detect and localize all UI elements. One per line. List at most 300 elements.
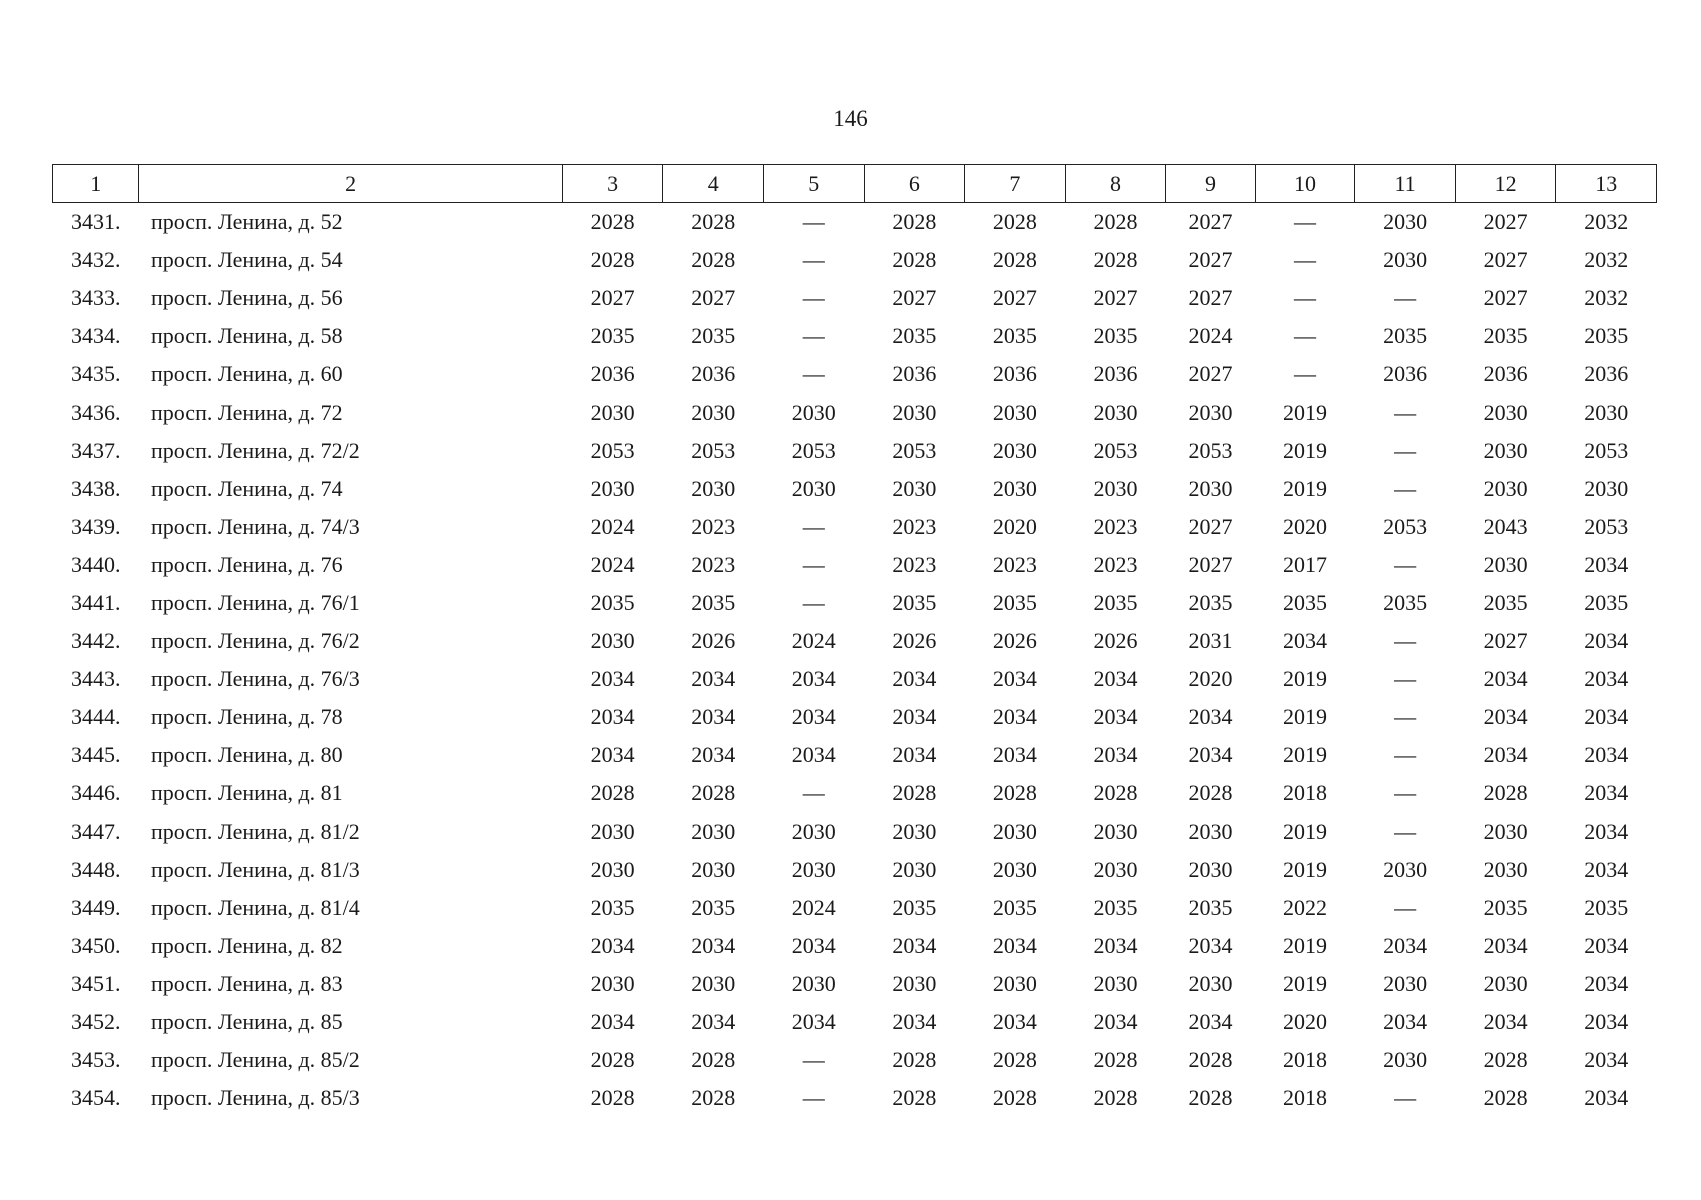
year-cell: 2035 (691, 323, 736, 349)
year-cell: — (1294, 209, 1316, 235)
year-cell: 2034 (1584, 818, 1629, 844)
table-row (53, 813, 1657, 851)
year-cell: 2028 (1483, 1047, 1528, 1073)
year-cell: — (1394, 894, 1417, 920)
year-cell: 2027 (1483, 628, 1528, 654)
table-row (53, 470, 1657, 508)
year-cell: 2030 (1383, 209, 1428, 235)
year-cell: 2028 (992, 247, 1037, 273)
year-cell: 2028 (1093, 1085, 1138, 1111)
year-cell: — (1394, 628, 1417, 654)
year-cell: 2028 (1093, 780, 1138, 806)
year-cell: 2035 (590, 894, 635, 920)
year-cell: — (802, 551, 825, 577)
year-cell: 2034 (1283, 628, 1327, 654)
address-cell: просп. Ленина, д. 54 (150, 247, 343, 273)
year-cell: 2032 (1584, 247, 1629, 273)
year-cell: 2034 (1584, 1085, 1629, 1111)
year-cell: 2028 (1483, 1085, 1528, 1111)
year-cell: 2030 (992, 970, 1037, 996)
year-cell: — (802, 513, 825, 539)
table-row (53, 1003, 1657, 1041)
column-header: 10 (1255, 165, 1355, 203)
year-cell: 2034 (1584, 932, 1629, 958)
year-cell: 2030 (590, 818, 635, 844)
year-cell: 2053 (791, 437, 836, 463)
year-cell: 2034 (590, 666, 635, 692)
year-cell: 2028 (1188, 1085, 1233, 1111)
year-cell: 2028 (1093, 247, 1138, 273)
year-cell: 2036 (691, 361, 736, 387)
year-cell: 2023 (892, 551, 937, 577)
year-cell: 2030 (590, 970, 635, 996)
year-cell: 2035 (1584, 894, 1629, 920)
column-header: 8 (1065, 165, 1166, 203)
row-number: 3440. (70, 551, 121, 577)
year-cell: 2035 (1188, 894, 1233, 920)
address-cell: просп. Ленина, д. 76/3 (150, 666, 360, 692)
year-cell: 2028 (1483, 780, 1528, 806)
row-number: 3443. (70, 666, 121, 692)
year-cell: 2030 (892, 818, 937, 844)
year-cell: 2023 (691, 551, 736, 577)
year-cell: 2018 (1283, 780, 1327, 806)
year-cell: 2034 (992, 932, 1037, 958)
year-cell: — (1394, 475, 1417, 501)
year-cell: 2034 (1584, 780, 1629, 806)
year-cell: 2018 (1283, 1047, 1327, 1073)
year-cell: 2030 (1584, 399, 1629, 425)
year-cell: 2034 (1483, 742, 1528, 768)
year-cell: 2019 (1283, 399, 1327, 425)
table-row (53, 851, 1657, 889)
year-cell: 2034 (1383, 1009, 1428, 1035)
year-cell: 2035 (1188, 589, 1233, 615)
year-cell: 2028 (892, 247, 937, 273)
year-cell: 2028 (992, 209, 1037, 235)
year-cell: 2030 (590, 628, 635, 654)
table-row (53, 393, 1657, 431)
year-cell: 2030 (992, 818, 1037, 844)
table-row (53, 1041, 1657, 1079)
row-number: 3435. (70, 361, 121, 387)
year-cell: — (802, 247, 825, 273)
year-cell: 2034 (590, 1009, 635, 1035)
year-cell: 2034 (992, 1009, 1037, 1035)
year-cell: 2024 (791, 894, 836, 920)
address-cell: просп. Ленина, д. 72 (150, 399, 343, 425)
year-cell: 2023 (691, 513, 736, 539)
year-cell: 2043 (1483, 513, 1528, 539)
year-cell: 2030 (791, 399, 836, 425)
row-number: 3431. (70, 209, 121, 235)
column-header: 13 (1556, 165, 1657, 203)
year-cell: 2028 (691, 780, 736, 806)
year-cell: 2030 (892, 399, 937, 425)
year-cell: 2034 (691, 1009, 736, 1035)
year-cell: 2030 (892, 475, 937, 501)
year-cell: 2028 (590, 780, 635, 806)
year-cell: 2035 (992, 323, 1037, 349)
year-cell: 2019 (1283, 932, 1327, 958)
row-number: 3449. (70, 894, 121, 920)
year-cell: 2034 (791, 742, 836, 768)
year-cell: 2035 (1283, 589, 1327, 615)
year-cell: — (802, 209, 825, 235)
year-cell: 2019 (1283, 666, 1327, 692)
year-cell: 2030 (1093, 399, 1138, 425)
table-row (53, 279, 1657, 317)
year-cell: 2028 (992, 780, 1037, 806)
year-cell: 2028 (892, 209, 937, 235)
year-cell: 2030 (1483, 399, 1528, 425)
year-cell: 2034 (992, 742, 1037, 768)
year-cell: 2034 (791, 1009, 836, 1035)
year-cell: 2027 (1188, 513, 1233, 539)
year-cell: 2028 (691, 1047, 736, 1073)
year-cell: — (802, 1085, 825, 1111)
year-cell: 2034 (1584, 856, 1629, 882)
year-cell: 2034 (691, 932, 736, 958)
year-cell: — (802, 1047, 825, 1073)
year-cell: 2053 (1383, 513, 1428, 539)
row-number: 3437. (70, 437, 121, 463)
year-cell: 2035 (892, 323, 937, 349)
column-header: 2 (139, 165, 562, 203)
year-cell: 2019 (1283, 437, 1327, 463)
year-cell: 2024 (590, 513, 635, 539)
year-cell: 2020 (1283, 1009, 1327, 1035)
year-cell: 2023 (992, 551, 1037, 577)
year-cell: — (802, 323, 825, 349)
year-cell: 2030 (1483, 818, 1528, 844)
year-cell: — (802, 780, 825, 806)
year-cell: 2053 (590, 437, 635, 463)
row-number: 3454. (70, 1085, 121, 1111)
address-cell: просп. Ленина, д. 81/2 (150, 818, 360, 844)
year-cell: 2034 (1584, 704, 1629, 730)
row-number: 3446. (70, 780, 121, 806)
column-header: 11 (1355, 165, 1456, 203)
year-cell: — (1294, 323, 1316, 349)
year-cell: 2030 (1383, 247, 1428, 273)
year-cell: 2023 (1093, 513, 1138, 539)
year-cell: 2030 (791, 856, 836, 882)
year-cell: 2028 (691, 209, 736, 235)
year-cell: 2034 (1188, 742, 1233, 768)
year-cell: 2030 (1188, 818, 1233, 844)
year-cell: 2034 (1093, 932, 1138, 958)
year-cell: 2034 (1584, 1009, 1629, 1035)
year-cell: 2027 (992, 285, 1037, 311)
row-number: 3444. (70, 704, 121, 730)
year-cell: 2030 (590, 399, 635, 425)
column-header: 12 (1455, 165, 1556, 203)
year-cell: 2053 (892, 437, 937, 463)
year-cell: 2034 (1093, 1009, 1138, 1035)
year-cell: 2020 (1188, 666, 1233, 692)
year-cell: 2030 (1093, 970, 1138, 996)
year-cell: 2034 (1483, 932, 1528, 958)
address-cell: просп. Ленина, д. 81 (150, 780, 343, 806)
year-cell: 2022 (1283, 894, 1327, 920)
year-cell: 2030 (691, 970, 736, 996)
year-cell: 2027 (691, 285, 736, 311)
year-cell: 2030 (1483, 856, 1528, 882)
year-cell: — (1394, 704, 1417, 730)
year-cell: 2034 (590, 704, 635, 730)
year-cell: 2028 (992, 1047, 1037, 1073)
year-cell: 2034 (691, 742, 736, 768)
year-cell: 2028 (892, 780, 937, 806)
address-cell: просп. Ленина, д. 52 (150, 209, 343, 235)
year-cell: 2036 (1383, 361, 1428, 387)
year-cell: 2035 (1483, 323, 1528, 349)
year-cell: 2028 (590, 1085, 635, 1111)
address-cell: просп. Ленина, д. 74 (150, 475, 343, 501)
year-cell: 2030 (892, 856, 937, 882)
year-cell: 2035 (1483, 894, 1528, 920)
year-cell: 2034 (1584, 551, 1629, 577)
column-header: 4 (663, 165, 764, 203)
year-cell: 2030 (791, 475, 836, 501)
row-number: 3453. (70, 1047, 121, 1073)
table-body (53, 203, 1657, 1118)
year-cell: 2027 (1188, 285, 1233, 311)
year-cell: 2024 (590, 551, 635, 577)
row-number: 3448. (70, 856, 121, 882)
year-cell: 2028 (1093, 1047, 1138, 1073)
year-cell: 2028 (590, 247, 635, 273)
year-cell: — (1394, 437, 1417, 463)
row-number: 3434. (70, 323, 121, 349)
year-cell: 2027 (1188, 361, 1233, 387)
table-row (53, 736, 1657, 774)
year-cell: 2019 (1283, 818, 1327, 844)
address-cell: просп. Ленина, д. 60 (150, 361, 343, 387)
year-cell: 2034 (791, 704, 836, 730)
table-header (53, 165, 1657, 203)
year-cell: 2030 (1188, 399, 1233, 425)
year-cell: 2030 (791, 818, 836, 844)
year-cell: 2030 (691, 818, 736, 844)
table-row (53, 698, 1657, 736)
housing-register-table (52, 164, 1657, 1117)
year-cell: 2035 (1093, 323, 1138, 349)
year-cell: 2035 (1093, 589, 1138, 615)
year-cell: 2030 (791, 970, 836, 996)
year-cell: 2035 (892, 894, 937, 920)
year-cell: 2034 (1093, 704, 1138, 730)
year-cell: 2034 (691, 704, 736, 730)
year-cell: 2027 (1188, 551, 1233, 577)
year-cell: — (802, 589, 825, 615)
row-number: 3451. (70, 970, 121, 996)
year-cell: 2036 (1483, 361, 1528, 387)
address-cell: просп. Ленина, д. 81/3 (150, 856, 360, 882)
column-header: 1 (53, 165, 139, 203)
year-cell: 2027 (590, 285, 635, 311)
year-cell: — (1394, 551, 1417, 577)
year-cell: 2030 (992, 437, 1037, 463)
year-cell: 2053 (1584, 437, 1629, 463)
year-cell: 2028 (1093, 209, 1138, 235)
table-row (53, 774, 1657, 812)
year-cell: 2034 (1093, 742, 1138, 768)
table-row (53, 432, 1657, 470)
year-cell: 2034 (1483, 666, 1528, 692)
year-cell: 2035 (691, 589, 736, 615)
year-cell: 2035 (992, 894, 1037, 920)
row-number: 3436. (70, 399, 121, 425)
table-row (53, 317, 1657, 355)
year-cell: — (1394, 399, 1417, 425)
year-cell: 2034 (1483, 1009, 1528, 1035)
year-cell: 2030 (992, 399, 1037, 425)
year-cell: 2034 (691, 666, 736, 692)
year-cell: 2019 (1283, 856, 1327, 882)
year-cell: 2035 (1383, 323, 1428, 349)
year-cell: 2028 (992, 1085, 1037, 1111)
year-cell: 2026 (691, 628, 736, 654)
row-number: 3433. (70, 285, 121, 311)
table-row (53, 584, 1657, 622)
year-cell: 2030 (1383, 1047, 1428, 1073)
year-cell: — (1394, 285, 1417, 311)
row-number: 3445. (70, 742, 121, 768)
year-cell: 2034 (1188, 1009, 1233, 1035)
year-cell: 2034 (1093, 666, 1138, 692)
year-cell: 2035 (1483, 589, 1528, 615)
year-cell: 2030 (590, 475, 635, 501)
address-cell: просп. Ленина, д. 76 (150, 551, 343, 577)
year-cell: 2019 (1283, 742, 1327, 768)
year-cell: 2020 (992, 513, 1037, 539)
address-cell: просп. Ленина, д. 81/4 (150, 894, 360, 920)
year-cell: 2034 (892, 704, 937, 730)
table-row (53, 203, 1657, 242)
address-cell: просп. Ленина, д. 76/1 (150, 589, 360, 615)
year-cell: 2035 (1584, 323, 1629, 349)
year-cell: — (802, 361, 825, 387)
year-cell: 2030 (691, 399, 736, 425)
year-cell: 2034 (892, 666, 937, 692)
year-cell: 2027 (1483, 285, 1528, 311)
year-cell: — (1394, 818, 1417, 844)
year-cell: 2035 (590, 323, 635, 349)
year-cell: 2030 (1188, 856, 1233, 882)
year-cell: 2019 (1283, 475, 1327, 501)
year-cell: — (1394, 1085, 1417, 1111)
row-number: 3447. (70, 818, 121, 844)
table-row (53, 927, 1657, 965)
row-number: 3438. (70, 475, 121, 501)
year-cell: 2034 (892, 932, 937, 958)
column-header: 7 (965, 165, 1066, 203)
year-cell: 2034 (992, 704, 1037, 730)
year-cell: 2023 (892, 513, 937, 539)
year-cell: 2035 (691, 894, 736, 920)
year-cell: 2035 (1383, 589, 1428, 615)
table-row (53, 241, 1657, 279)
year-cell: 2030 (1383, 970, 1428, 996)
year-cell: 2017 (1283, 551, 1327, 577)
table-row (53, 355, 1657, 393)
year-cell: 2030 (1483, 551, 1528, 577)
year-cell: 2034 (1584, 742, 1629, 768)
year-cell: 2030 (1093, 818, 1138, 844)
year-cell: 2019 (1283, 704, 1327, 730)
year-cell: — (1294, 247, 1316, 273)
year-cell: 2034 (1188, 704, 1233, 730)
year-cell: 2028 (691, 1085, 736, 1111)
year-cell: 2030 (992, 475, 1037, 501)
year-cell: 2030 (1093, 856, 1138, 882)
year-cell: 2030 (892, 970, 937, 996)
address-cell: просп. Ленина, д. 76/2 (150, 628, 360, 654)
year-cell: 2053 (1188, 437, 1233, 463)
table-row (53, 508, 1657, 546)
year-cell: 2034 (1584, 628, 1629, 654)
year-cell: 2035 (892, 589, 937, 615)
year-cell: 2023 (1093, 551, 1138, 577)
year-cell: 2028 (1188, 780, 1233, 806)
year-cell: 2019 (1283, 970, 1327, 996)
year-cell: 2030 (1584, 475, 1629, 501)
year-cell: 2030 (1093, 475, 1138, 501)
year-cell: 2035 (1584, 589, 1629, 615)
year-cell: 2034 (1584, 970, 1629, 996)
year-cell: 2028 (691, 247, 736, 273)
year-cell: 2027 (1483, 247, 1528, 273)
year-cell: 2034 (992, 666, 1037, 692)
table-row (53, 660, 1657, 698)
row-number: 3432. (70, 247, 121, 273)
year-cell: 2030 (1383, 856, 1428, 882)
year-cell: 2034 (791, 666, 836, 692)
year-cell: 2036 (1093, 361, 1138, 387)
year-cell: — (1394, 666, 1417, 692)
address-cell: просп. Ленина, д. 72/2 (150, 437, 360, 463)
year-cell: 2027 (1483, 209, 1528, 235)
year-cell: 2036 (1584, 361, 1629, 387)
year-cell: 2032 (1584, 285, 1629, 311)
column-header: 5 (763, 165, 864, 203)
year-cell: 2036 (590, 361, 635, 387)
table-row (53, 965, 1657, 1003)
year-cell: — (1394, 742, 1417, 768)
year-cell: — (802, 285, 825, 311)
year-cell: 2034 (1483, 704, 1528, 730)
address-cell: просп. Ленина, д. 56 (150, 285, 343, 311)
row-number: 3442. (70, 628, 121, 654)
year-cell: 2034 (590, 932, 635, 958)
year-cell: 2035 (590, 589, 635, 615)
column-number-row (53, 165, 1657, 203)
year-cell: 2028 (892, 1047, 937, 1073)
year-cell: 2030 (1483, 437, 1528, 463)
year-cell: 2030 (1188, 475, 1233, 501)
year-cell: 2028 (1188, 1047, 1233, 1073)
address-cell: просп. Ленина, д. 83 (150, 970, 343, 996)
year-cell: 2034 (791, 932, 836, 958)
year-cell: 2034 (1188, 932, 1233, 958)
year-cell: — (1294, 361, 1316, 387)
address-cell: просп. Ленина, д. 85/3 (150, 1085, 360, 1111)
year-cell: 2034 (590, 742, 635, 768)
year-cell: 2018 (1283, 1085, 1327, 1111)
row-number: 3450. (70, 932, 121, 958)
